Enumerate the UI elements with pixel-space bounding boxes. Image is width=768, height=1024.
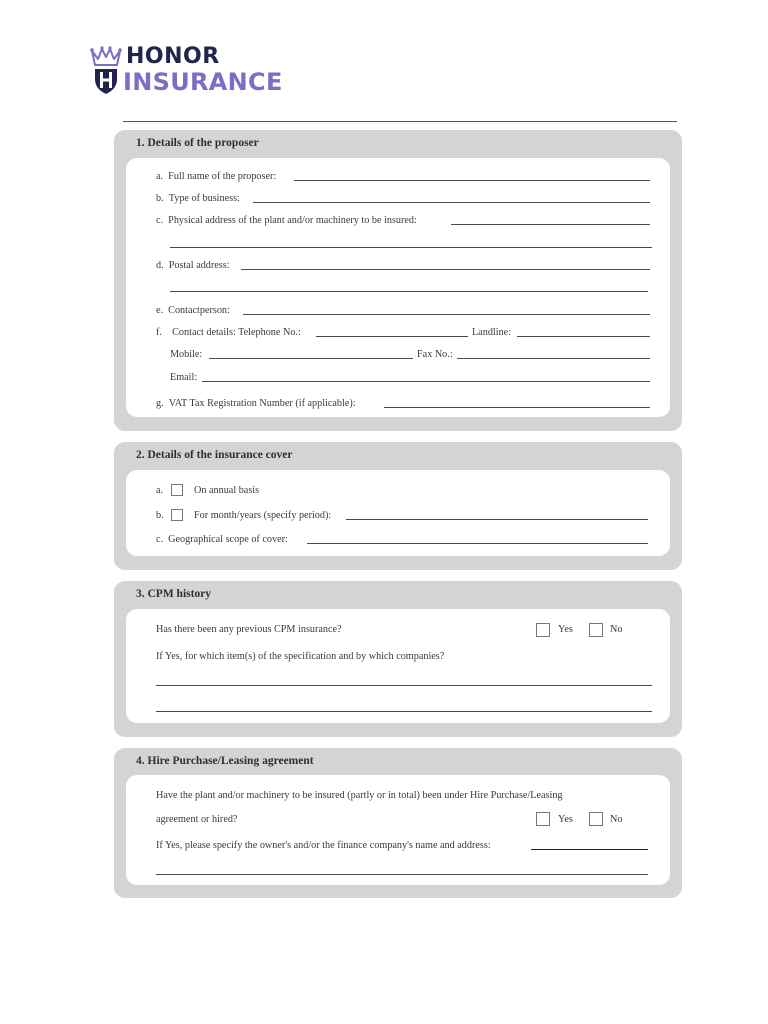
physical-address-field[interactable]	[451, 224, 650, 225]
period-field[interactable]	[346, 519, 648, 520]
hire-purchase-no-label: No	[610, 814, 623, 825]
postal-address-field[interactable]	[241, 269, 650, 270]
proposer-name-label: a. Full name of the proposer:	[156, 171, 277, 182]
postal-address-label: d. Postal address:	[156, 260, 230, 271]
previous-insurance-details-field[interactable]	[156, 685, 652, 686]
geographical-scope-field[interactable]	[307, 543, 648, 544]
owner-finance-company-label: If Yes, please specify the owner's and/or the finance company's name and address:	[156, 840, 491, 851]
fax-label: Fax No.:	[417, 349, 453, 360]
previous-insurance-no-label: No	[610, 624, 623, 635]
telephone-field[interactable]	[316, 336, 468, 337]
section-hire-purchase	[114, 748, 682, 898]
crown-shield-logo-icon	[90, 45, 122, 95]
section-title: 3. CPM history	[136, 588, 212, 600]
section-title: 1. Details of the proposer	[136, 137, 259, 149]
email-label: Email:	[170, 372, 198, 383]
previous-insurance-details-field-line2[interactable]	[156, 711, 652, 712]
previous-insurance-no-checkbox[interactable]	[589, 623, 603, 637]
section-body	[126, 775, 670, 885]
previous-insurance-question: Has there been any previous CPM insurance?	[156, 624, 342, 635]
telephone-label: f. Contact details: Telephone No.:	[156, 327, 301, 338]
brand-name-line2: INSURANCE	[123, 68, 283, 96]
previous-insurance-yes-label: Yes	[558, 624, 573, 635]
annual-basis-letter: a.	[156, 485, 164, 496]
landline-field[interactable]	[517, 336, 650, 337]
business-type-field[interactable]	[253, 202, 650, 203]
hire-purchase-yes-label: Yes	[558, 814, 573, 825]
landline-label: Landline:	[472, 327, 512, 338]
hire-purchase-no-checkbox[interactable]	[589, 812, 603, 826]
period-letter: b.	[156, 510, 164, 521]
previous-insurance-yes-checkbox[interactable]	[536, 623, 550, 637]
mobile-field[interactable]	[209, 358, 413, 359]
section-insurance-cover	[114, 442, 682, 570]
vat-number-field[interactable]	[384, 407, 650, 408]
section-body	[126, 609, 670, 723]
mobile-label: Mobile:	[170, 349, 203, 360]
postal-address-field-line2[interactable]	[170, 291, 648, 292]
contact-person-field[interactable]	[243, 314, 650, 315]
previous-insurance-followup-label: If Yes, for which item(s) of the specification and by which companies?	[156, 651, 445, 662]
hire-purchase-question-line2: agreement or hired?	[156, 814, 238, 825]
section-body	[126, 158, 670, 417]
business-type-label: b. Type of business:	[156, 193, 240, 204]
email-field[interactable]	[202, 381, 650, 382]
brand-name-line1: HONOR	[126, 44, 220, 69]
owner-finance-company-field[interactable]	[531, 849, 648, 850]
fax-field[interactable]	[457, 358, 650, 359]
owner-finance-company-field-line2[interactable]	[156, 874, 648, 875]
annual-basis-label: On annual basis	[194, 485, 260, 496]
section-cpm-history	[114, 581, 682, 737]
physical-address-label: c. Physical address of the plant and/or machinery to be insured:	[156, 215, 417, 226]
annual-basis-checkbox[interactable]	[171, 484, 183, 496]
header-divider	[123, 121, 677, 122]
geographical-scope-label: c. Geographical scope of cover:	[156, 534, 288, 545]
proposer-name-field[interactable]	[294, 180, 650, 181]
hire-purchase-question-line1: Have the plant and/or machinery to be insured (partly or in total) been under Hire Purchase/Leasing	[156, 790, 563, 801]
section-proposer-details	[114, 130, 682, 431]
period-checkbox[interactable]	[171, 509, 183, 521]
contact-person-label: e. Contactperson:	[156, 305, 230, 316]
period-label: For month/years (specify period):	[194, 510, 332, 521]
hire-purchase-yes-checkbox[interactable]	[536, 812, 550, 826]
section-title: 4. Hire Purchase/Leasing agreement	[136, 755, 314, 767]
vat-number-label: g. VAT Tax Registration Number (if applicable):	[156, 398, 356, 409]
physical-address-field-line2[interactable]	[170, 247, 652, 248]
section-body	[126, 470, 670, 556]
section-title: 2. Details of the insurance cover	[136, 449, 293, 461]
